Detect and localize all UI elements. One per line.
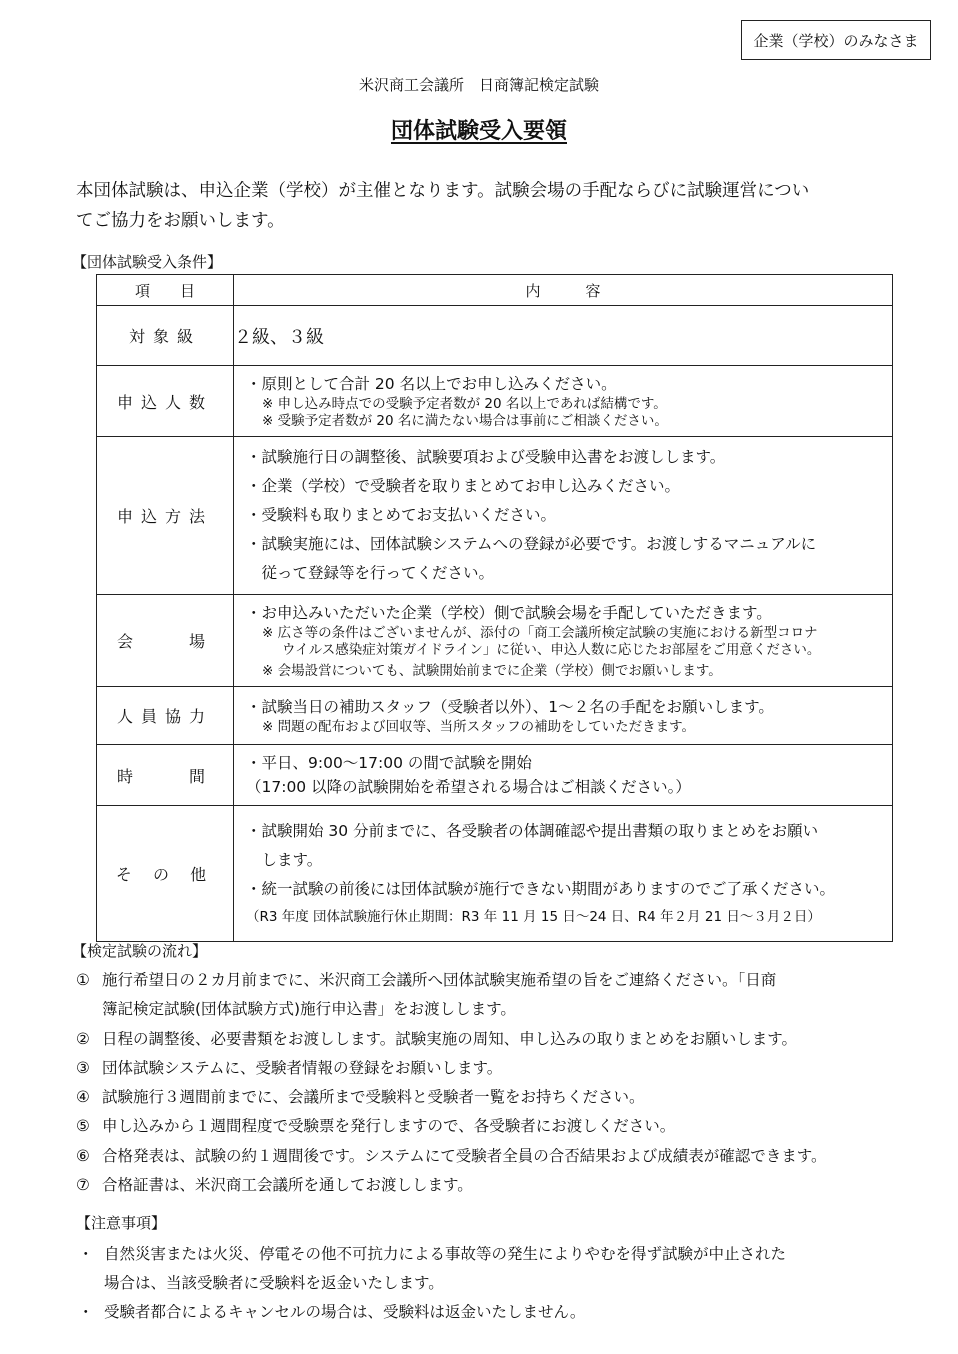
step-line: 簿記検定試験(団体試験方式)施行申込書」をお渡しします。 [102, 1000, 516, 1019]
step-text [102, 1083, 645, 1112]
content-note: ※ 申し込み時点での受験予定者数が 20 名以上であれば結構です。 [262, 396, 667, 412]
row-label: 人員協力 [97, 687, 234, 745]
content-line: ・試験当日の補助スタッフ（受験者以外）、1～２名の手配をお願いします。 [246, 698, 774, 716]
content-line: ・統一試験の前後には団体試験が施行できない期間がありますのでご了承ください。 [246, 880, 836, 898]
step-number: ⑦ [76, 1176, 90, 1195]
content-line: ・試験実施には、団体試験システムへの登録が必要です。お渡しするマニュアルに [246, 535, 817, 553]
column-header-content: 内 容 [234, 275, 893, 306]
organization-line: 米沢商工会議所 日商簿記検定試験 [358, 76, 599, 94]
caution-text [104, 1240, 786, 1298]
step-text [102, 966, 776, 1025]
list-item [76, 1240, 936, 1298]
row-content [234, 687, 893, 745]
audience-label: 企業（学校）のみなさま [741, 20, 931, 60]
list-item [76, 1142, 936, 1171]
content-line: ・原則として合計 20 名以上でお申し込みください。 [246, 375, 617, 393]
step-number: ② [76, 1029, 90, 1048]
list-item [76, 1083, 936, 1112]
row-content [234, 806, 893, 942]
row-label: そ の 他 [97, 806, 234, 942]
step-number: ③ [76, 1058, 90, 1077]
table-row-method [97, 437, 893, 595]
row-label: 会 場 [97, 595, 234, 687]
step-text [102, 1112, 675, 1141]
grade-value: ２級、３級 [234, 306, 893, 366]
content-line: ・平日、9:00～17:00 の間で試験を開始 [246, 754, 532, 772]
row-content [234, 745, 893, 806]
step-line: 試験施行３週間前までに、会議所まで受験料と受験者一覧をお持ちください。 [102, 1088, 645, 1107]
content-note: ※ 受験予定者数が 20 名に満たない場合は事前にご相談ください。 [262, 413, 668, 429]
step-text [102, 1142, 826, 1171]
list-item [76, 966, 936, 1025]
page-title: 団体試験受入要領 [390, 119, 567, 144]
suspension-period: （R3 年度 団体試験施行休止期間：R3 年 11 月 15 日～24 日、R4 年２月 21 日～３月２日） [246, 909, 821, 925]
caution-line: 自然災害または火災、停電その他不可抗力による事故等の発生によりやむを得ず試験が中止された [104, 1245, 787, 1263]
step-number: ⑤ [76, 1117, 90, 1136]
table-header-row [97, 275, 893, 306]
caution-line: 場合は、当該受験者に受験料を返金いたします。 [104, 1274, 444, 1292]
content-note: ※ 会場設営についても、試験開始前までに企業（学校）側でお願いします。 [262, 663, 722, 679]
content-note: ウイルス感染症対策ガイドライン」に従い、申込人数に応じたお部屋をご用意ください。 [282, 642, 821, 658]
bullet-glyph: ・ [78, 1245, 94, 1263]
step-line: 日程の調整後、必要書類をお渡しします。試験実施の周知、申し込みの取りまとめをお願いします。 [102, 1029, 798, 1048]
step-line: 団体試験システムに、受験者情報の登録をお願いします。 [102, 1058, 503, 1077]
content-line: ・試験開始 30 分前までに、各受験者の体調確認や提出書類の取りまとめをお願い [246, 822, 819, 840]
content-line: します。 [246, 851, 323, 869]
row-label: 時 間 [97, 745, 234, 806]
step-line: 合格発表は、試験の約１週間後です。システムにて受験者全員の合否結果および成績表が確認できます。 [102, 1146, 827, 1165]
conditions-heading: 【団体試験受入条件】 [72, 253, 223, 271]
step-text [102, 1171, 473, 1200]
step-line: 施行希望日の２カ月前までに、米沢商工会議所へ団体試験実施希望の旨をご連絡ください。「日商 [102, 971, 777, 989]
row-label: 対象級 [97, 306, 234, 366]
content-line: ・お申込みいただいた企業（学校）側で試験会場を手配していただきます。 [246, 604, 772, 622]
flow-heading: 【検定試験の流れ】 [72, 942, 208, 960]
content-line: （17:00 以降の試験開始を希望される場合はご相談ください。） [246, 778, 691, 796]
list-item [76, 1171, 936, 1200]
step-line: 申し込みから１週間程度で受験票を発行しますので、各受験者にお渡しください。 [102, 1117, 676, 1136]
step-number: ① [76, 971, 90, 989]
step-text [102, 1054, 502, 1083]
cautions-list [76, 1240, 936, 1327]
content-line: 従って登録等を行ってください。 [246, 564, 495, 582]
row-content [234, 366, 893, 437]
list-item [76, 1054, 936, 1083]
content-note: ※ 広さ等の条件はございませんが、添付の「商工会議所検定試験の実施における新型コロナ [262, 625, 818, 641]
table-row-other [97, 806, 893, 942]
flow-list [76, 966, 936, 1200]
intro-line: 本団体試験は、申込企業（学校）が主催となります。試験会場の手配ならびに試験運営につい [76, 181, 810, 201]
table-row-grade [97, 306, 893, 366]
table-row-time [97, 745, 893, 806]
row-label: 申込方法 [97, 437, 234, 595]
column-header-item: 項 目 [97, 275, 234, 306]
intro-paragraph [76, 176, 896, 236]
row-label: 申込人数 [97, 366, 234, 437]
row-content [234, 437, 893, 595]
table-row-applicants [97, 366, 893, 437]
content-line: ・受験料も取りまとめてお支払いください。 [246, 506, 557, 524]
caution-text [104, 1298, 585, 1327]
row-content [234, 595, 893, 687]
step-text [102, 1025, 797, 1054]
step-line: 合格証書は、米沢商工会議所を通してお渡しします。 [102, 1176, 473, 1195]
table-row-staff [97, 687, 893, 745]
table-row-venue [97, 595, 893, 687]
step-number: ⑥ [76, 1146, 90, 1165]
list-item [76, 1025, 936, 1054]
list-item [76, 1112, 936, 1141]
cautions-heading: 【注意事項】 [76, 1214, 167, 1232]
content-line: ・企業（学校）で受験者を取りまとめてお申し込みください。 [246, 477, 681, 495]
conditions-table [96, 274, 893, 942]
content-line: ・試験施行日の調整後、試験要項および受験申込書をお渡しします。 [246, 448, 726, 466]
intro-line: てご協力をお願いします。 [76, 211, 285, 231]
step-number: ④ [76, 1088, 90, 1107]
bullet-glyph: ・ [78, 1303, 94, 1321]
caution-line: 受験者都合によるキャンセルの場合は、受験料は返金いたしません。 [104, 1303, 586, 1321]
list-item [76, 1298, 936, 1327]
content-note: ※ 問題の配布および回収等、当所スタッフの補助をしていただきます。 [262, 719, 696, 735]
